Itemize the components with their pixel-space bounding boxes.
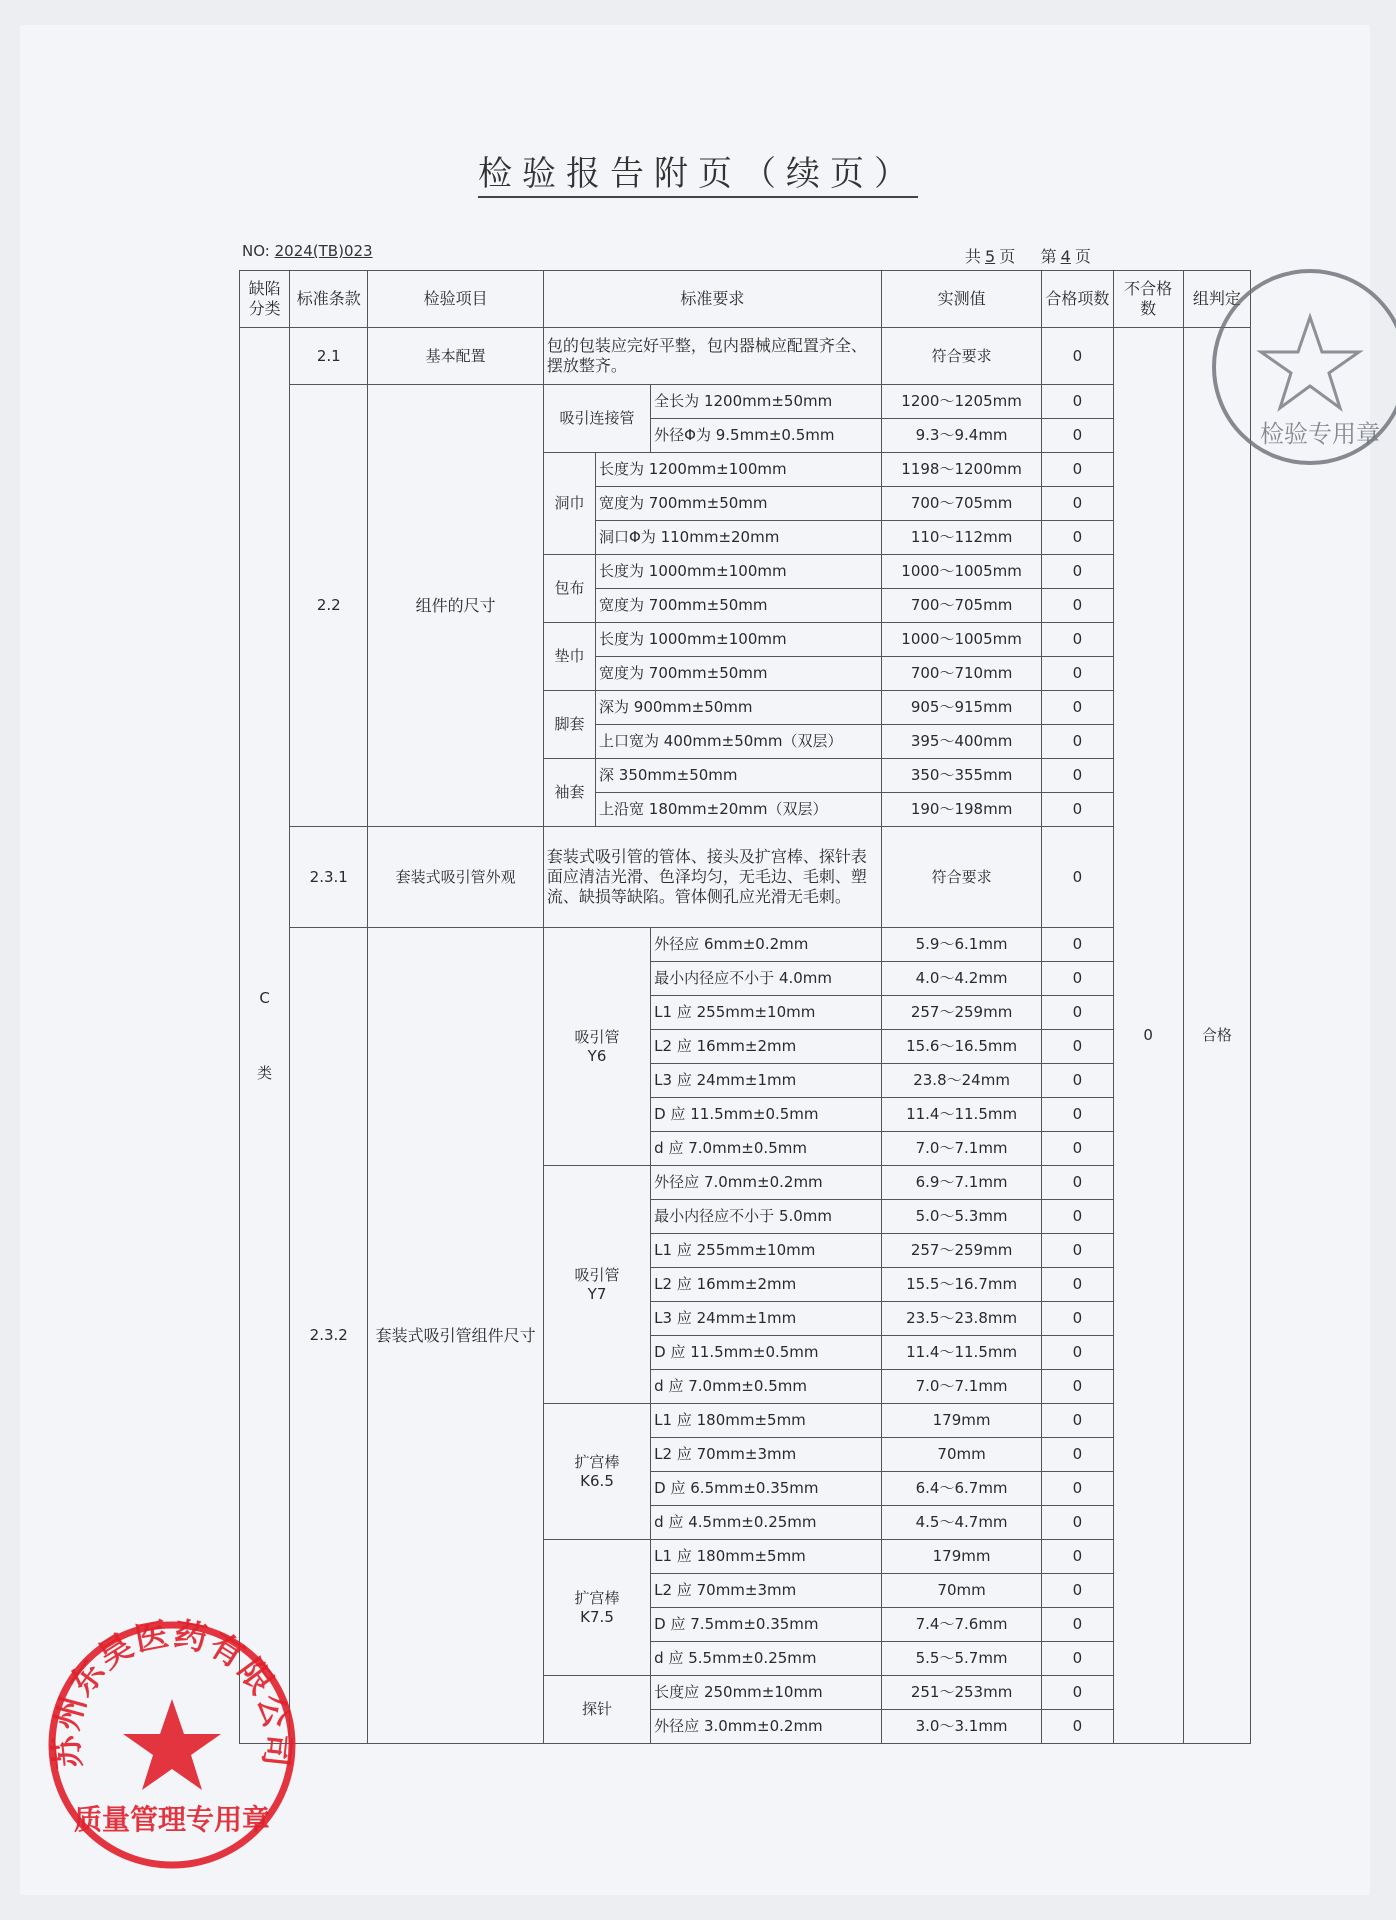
component-cell: 扩宫棒 K6.5 (543, 1404, 650, 1540)
pass-count-cell: 0 (1042, 1370, 1113, 1404)
header-measured: 实测值 (881, 271, 1041, 328)
table-row (240, 385, 1251, 419)
clause-cell: 2.2 (290, 385, 368, 827)
pass-count-cell: 0 (1042, 759, 1113, 793)
pass-count-cell: 0 (1042, 793, 1113, 827)
measured-cell: 257～259mm (881, 1234, 1041, 1268)
report-number-label: NO: (242, 242, 270, 260)
pass-count-cell: 0 (1042, 589, 1113, 623)
requirement-cell: 外径应 3.0mm±0.2mm (651, 1710, 882, 1744)
requirement-cell: 最小内径应不小于 4.0mm (651, 962, 882, 996)
requirement-cell: d 应 5.5mm±0.25mm (651, 1642, 882, 1676)
measured-cell: 15.5～16.7mm (881, 1268, 1041, 1302)
pass-count-cell: 0 (1042, 1710, 1113, 1744)
pass-count-cell: 0 (1042, 1268, 1113, 1302)
stamp-purpose-text: 质量管理专用章 (73, 1803, 271, 1836)
measured-cell: 7.4～7.6mm (881, 1608, 1041, 1642)
measured-cell: 700～705mm (881, 487, 1041, 521)
pass-count-cell: 0 (1042, 555, 1113, 589)
measured-cell: 1198～1200mm (881, 453, 1041, 487)
verdict-cell: 合格 (1183, 328, 1250, 1744)
pass-count-cell: 0 (1042, 657, 1113, 691)
stamp-company-text: 苏州东昊医药有限公司 (45, 1617, 299, 1771)
measured-cell: 11.4～11.5mm (881, 1098, 1041, 1132)
requirement-cell: L3 应 24mm±1mm (651, 1302, 882, 1336)
measured-cell: 6.9～7.1mm (881, 1166, 1041, 1200)
measured-cell: 395～400mm (881, 725, 1041, 759)
requirement-cell: L3 应 24mm±1mm (651, 1064, 882, 1098)
measured-cell: 251～253mm (881, 1676, 1041, 1710)
item-cell: 基本配置 (368, 328, 544, 385)
item-cell: 套装式吸引管外观 (368, 827, 544, 928)
inspection-table (239, 270, 1251, 1744)
measured-cell: 3.0～3.1mm (881, 1710, 1041, 1744)
measured-cell: 4.0～4.2mm (881, 962, 1041, 996)
component-cell: 探针 (543, 1676, 650, 1744)
requirement-cell: L2 应 70mm±3mm (651, 1574, 882, 1608)
measured-cell: 7.0～7.1mm (881, 1370, 1041, 1404)
component-cell: 袖套 (543, 759, 595, 827)
requirement-cell: 包的包装应完好平整，包内器械应配置齐全、摆放整齐。 (543, 328, 881, 385)
requirement-cell: 深 350mm±50mm (596, 759, 882, 793)
measured-cell: 350～355mm (881, 759, 1041, 793)
measured-cell: 110～112mm (881, 521, 1041, 555)
component-cell: 洞巾 (543, 453, 595, 555)
pass-count-cell: 0 (1042, 1166, 1113, 1200)
total-suffix: 页 (999, 247, 1016, 266)
star-icon (1261, 317, 1359, 408)
current-suffix: 页 (1074, 247, 1091, 266)
pass-count-cell: 0 (1042, 962, 1113, 996)
header-defect-class: 缺陷分类 (240, 271, 290, 328)
requirement-cell: 最小内径应不小于 5.0mm (651, 1200, 882, 1234)
table-header (240, 271, 1251, 328)
inspection-stamp (1205, 262, 1396, 472)
report-number-value: 2024(TB)023 (274, 242, 373, 260)
pass-count-cell: 0 (1042, 928, 1113, 962)
component-cell: 垫巾 (543, 623, 595, 691)
component-cell: 包布 (543, 555, 595, 623)
requirement-cell: 套装式吸引管的管体、接头及扩宫棒、探针表面应清洁光滑、色泽均匀，无毛边、毛刺、塑流、缺损等缺陷。管体侧孔应光滑无毛刺。 (543, 827, 881, 928)
component-cell: 吸引连接管 (543, 385, 650, 453)
table-row (240, 827, 1251, 928)
measured-cell: 5.9～6.1mm (881, 928, 1041, 962)
requirement-cell: 外径应 7.0mm±0.2mm (651, 1166, 882, 1200)
requirement-cell: 长度为 1000mm±100mm (596, 623, 882, 657)
requirement-cell: D 应 7.5mm±0.35mm (651, 1608, 882, 1642)
pass-count-cell: 0 (1042, 328, 1113, 385)
clause-cell: 2.1 (290, 328, 368, 385)
defect-class-cell: C 类 (240, 328, 290, 1744)
pass-count-cell: 0 (1042, 1132, 1113, 1166)
header-clause: 标准条款 (290, 271, 368, 328)
current-prefix: 第 (1040, 247, 1057, 266)
header-pass: 合格项数 (1042, 271, 1113, 328)
pass-count-cell: 0 (1042, 623, 1113, 657)
measured-cell: 179mm (881, 1540, 1041, 1574)
measured-cell: 15.6～16.5mm (881, 1030, 1041, 1064)
pass-count-cell: 0 (1042, 1302, 1113, 1336)
measured-cell: 1200～1205mm (881, 385, 1041, 419)
total-pages: 5 (985, 247, 996, 266)
pass-count-cell: 0 (1042, 1540, 1113, 1574)
requirement-cell: 洞口Φ为 110mm±20mm (596, 521, 882, 555)
measured-cell: 179mm (881, 1404, 1041, 1438)
table-row (240, 328, 1251, 385)
requirement-cell: 外径Φ为 9.5mm±0.5mm (651, 419, 882, 453)
measured-cell: 符合要求 (881, 827, 1041, 928)
requirement-cell: 长度为 1200mm±100mm (596, 453, 882, 487)
measured-cell: 6.4～6.7mm (881, 1472, 1041, 1506)
page-title (0, 146, 1396, 195)
measured-cell: 11.4～11.5mm (881, 1336, 1041, 1370)
pass-count-cell: 0 (1042, 1336, 1113, 1370)
requirement-cell: L2 应 16mm±2mm (651, 1030, 882, 1064)
measured-cell: 23.8～24mm (881, 1064, 1041, 1098)
pass-count-cell: 0 (1042, 1234, 1113, 1268)
current-page: 4 (1060, 247, 1071, 266)
pass-count-cell: 0 (1042, 725, 1113, 759)
title-text: 检验报告附页（续页） (478, 154, 918, 198)
measured-cell: 9.3～9.4mm (881, 419, 1041, 453)
fail-count-cell: 0 (1113, 328, 1183, 1744)
requirement-cell: 宽度为 700mm±50mm (596, 589, 882, 623)
pass-count-cell: 0 (1042, 1404, 1113, 1438)
requirement-cell: D 应 6.5mm±0.35mm (651, 1472, 882, 1506)
requirement-cell: 全长为 1200mm±50mm (651, 385, 882, 419)
stamp-text: 检验专用章 (1260, 420, 1380, 448)
header-item: 检验项目 (368, 271, 544, 328)
pass-count-cell: 0 (1042, 1064, 1113, 1098)
requirement-cell: 外径应 6mm±0.2mm (651, 928, 882, 962)
clause-cell: 2.3.2 (290, 928, 368, 1744)
requirement-cell: 宽度为 700mm±50mm (596, 487, 882, 521)
header-verdict: 组判定 (1183, 271, 1250, 328)
total-prefix: 共 (965, 247, 982, 266)
requirement-cell: d 应 4.5mm±0.25mm (651, 1506, 882, 1540)
item-cell: 组件的尺寸 (368, 385, 544, 827)
pass-count-cell: 0 (1042, 1506, 1113, 1540)
requirement-cell: d 应 7.0mm±0.5mm (651, 1132, 882, 1166)
measured-cell: 7.0～7.1mm (881, 1132, 1041, 1166)
requirement-cell: L1 应 255mm±10mm (651, 996, 882, 1030)
pass-count-cell: 0 (1042, 521, 1113, 555)
pass-count-cell: 0 (1042, 691, 1113, 725)
measured-cell: 700～705mm (881, 589, 1041, 623)
page-counter (965, 244, 1091, 267)
requirement-cell: L1 应 255mm±10mm (651, 1234, 882, 1268)
clause-cell: 2.3.1 (290, 827, 368, 928)
requirement-cell: L2 应 16mm±2mm (651, 1268, 882, 1302)
pass-count-cell: 0 (1042, 419, 1113, 453)
pass-count-cell: 0 (1042, 1642, 1113, 1676)
pass-count-cell: 0 (1042, 1676, 1113, 1710)
requirement-cell: D 应 11.5mm±0.5mm (651, 1336, 882, 1370)
requirement-cell: 深为 900mm±50mm (596, 691, 882, 725)
measured-cell: 905～915mm (881, 691, 1041, 725)
measured-cell: 5.0～5.3mm (881, 1200, 1041, 1234)
item-cell: 套装式吸引管组件尺寸 (368, 928, 544, 1744)
requirement-cell: 上沿宽 180mm±20mm（双层） (596, 793, 882, 827)
measured-cell: 1000～1005mm (881, 623, 1041, 657)
component-cell: 吸引管 Y6 (543, 928, 650, 1166)
header-fail: 不合格数 (1113, 271, 1183, 328)
pass-count-cell: 0 (1042, 1438, 1113, 1472)
requirement-cell: 上口宽为 400mm±50mm（双层） (596, 725, 882, 759)
measured-cell: 70mm (881, 1574, 1041, 1608)
requirement-cell: D 应 11.5mm±0.5mm (651, 1098, 882, 1132)
component-cell: 脚套 (543, 691, 595, 759)
pass-count-cell: 0 (1042, 1608, 1113, 1642)
pass-count-cell: 0 (1042, 1098, 1113, 1132)
measured-cell: 700～710mm (881, 657, 1041, 691)
component-cell: 扩宫棒 K7.5 (543, 1540, 650, 1676)
pass-count-cell: 0 (1042, 1200, 1113, 1234)
requirement-cell: L2 应 70mm±3mm (651, 1438, 882, 1472)
measured-cell: 257～259mm (881, 996, 1041, 1030)
pass-count-cell: 0 (1042, 827, 1113, 928)
header-requirement: 标准要求 (543, 271, 881, 328)
measured-cell: 190～198mm (881, 793, 1041, 827)
pass-count-cell: 0 (1042, 1574, 1113, 1608)
measured-cell: 4.5～4.7mm (881, 1506, 1041, 1540)
measured-cell: 5.5～5.7mm (881, 1642, 1041, 1676)
table-row (240, 928, 1251, 962)
star-icon (123, 1699, 221, 1790)
measured-cell: 23.5～23.8mm (881, 1302, 1041, 1336)
requirement-cell: 长度应 250mm±10mm (651, 1676, 882, 1710)
measured-cell: 符合要求 (881, 328, 1041, 385)
component-cell: 吸引管 Y7 (543, 1166, 650, 1404)
measured-cell: 1000～1005mm (881, 555, 1041, 589)
requirement-cell: d 应 7.0mm±0.5mm (651, 1370, 882, 1404)
report-number (242, 242, 373, 260)
requirement-cell: 长度为 1000mm±100mm (596, 555, 882, 589)
pass-count-cell: 0 (1042, 453, 1113, 487)
requirement-cell: 宽度为 700mm±50mm (596, 657, 882, 691)
pass-count-cell: 0 (1042, 487, 1113, 521)
requirement-cell: L1 应 180mm±5mm (651, 1540, 882, 1574)
pass-count-cell: 0 (1042, 1472, 1113, 1506)
pass-count-cell: 0 (1042, 385, 1113, 419)
measured-cell: 70mm (881, 1438, 1041, 1472)
requirement-cell: L1 应 180mm±5mm (651, 1404, 882, 1438)
pass-count-cell: 0 (1042, 996, 1113, 1030)
pass-count-cell: 0 (1042, 1030, 1113, 1064)
quality-stamp (44, 1617, 300, 1873)
